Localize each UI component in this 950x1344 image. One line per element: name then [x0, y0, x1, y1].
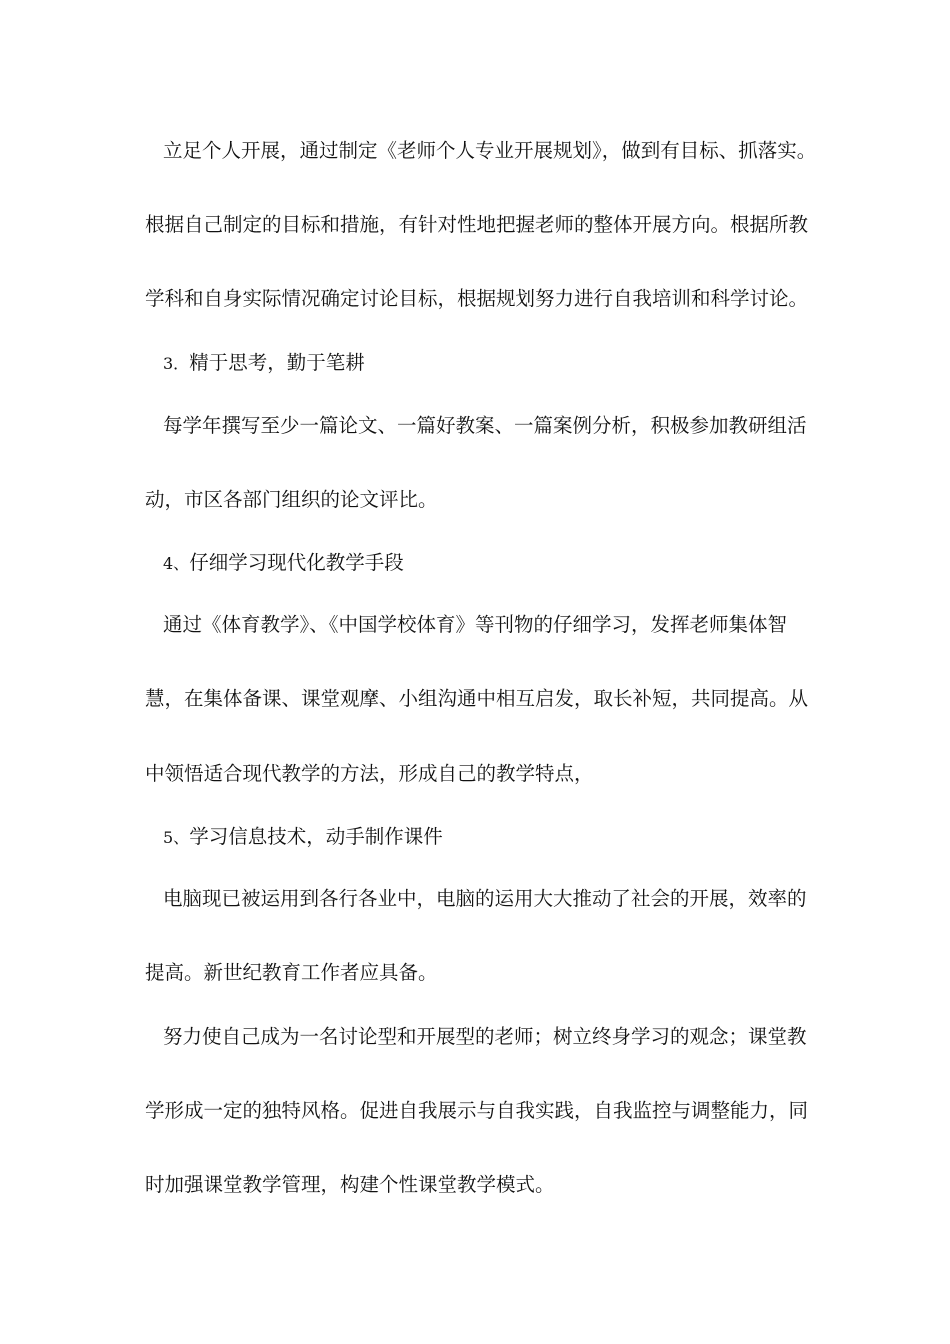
- section-number-5: 5、: [163, 828, 190, 847]
- section-heading-4: [163, 550, 843, 577]
- section-number-4: 4、: [163, 554, 190, 573]
- section-title-5: 学习信息技术，动手制作课件: [189, 825, 443, 848]
- section-heading-3: [163, 350, 843, 377]
- paragraph-4-line-2: 提高。新世纪教育工作者应具备。: [145, 961, 438, 984]
- section-number-3: 3．: [163, 354, 190, 373]
- paragraph-4-line-1: 电脑现已被运用到各行各业中，电脑的运用大大推动了社会的开展，效率的: [163, 887, 807, 910]
- paragraph-3-line-2: 慧，在集体备课、课堂观摩、小组沟通中相互启发，取长补短，共同提高。从: [145, 687, 809, 710]
- section-heading-5: [163, 824, 843, 851]
- paragraph-5-line-3: 时加强课堂教学管理，构建个性课堂教学模式。: [145, 1173, 555, 1196]
- paragraph-3-line-1: 通过《体育教学》、《中国学校体育》等刊物的仔细学习，发挥老师集体智: [163, 613, 788, 636]
- section-title-4: 仔细学习现代化教学手段: [189, 551, 404, 574]
- paragraph-3-line-3: 中领悟适合现代教学的方法，形成自己的教学特点，: [145, 762, 594, 785]
- paragraph-2-line-2: 动，市区各部门组织的论文评比。: [145, 488, 438, 511]
- paragraph-1-line-3: 学科和自身实际情况确定讨论目标，根据规划努力进行自我培训和科学讨论。: [145, 287, 809, 310]
- paragraph-5-line-1: 努力使自己成为一名讨论型和开展型的老师；树立终身学习的观念；课堂教: [163, 1025, 807, 1048]
- paragraph-5-line-2: 学形成一定的独特风格。促进自我展示与自我实践，自我监控与调整能力，同: [145, 1099, 809, 1122]
- paragraph-2-line-1: 每学年撰写至少一篇论文、一篇好教案、一篇案例分析，积极参加教研组活: [163, 414, 807, 437]
- paragraph-1-line-1: 立足个人开展，通过制定《老师个人专业开展规划》，做到有目标、抓落实。: [163, 139, 817, 162]
- paragraph-1-line-2: 根据自己制定的目标和措施，有针对性地把握老师的整体开展方向。根据所教: [145, 213, 809, 236]
- section-title-3: 精于思考，勤于笔耕: [189, 351, 365, 374]
